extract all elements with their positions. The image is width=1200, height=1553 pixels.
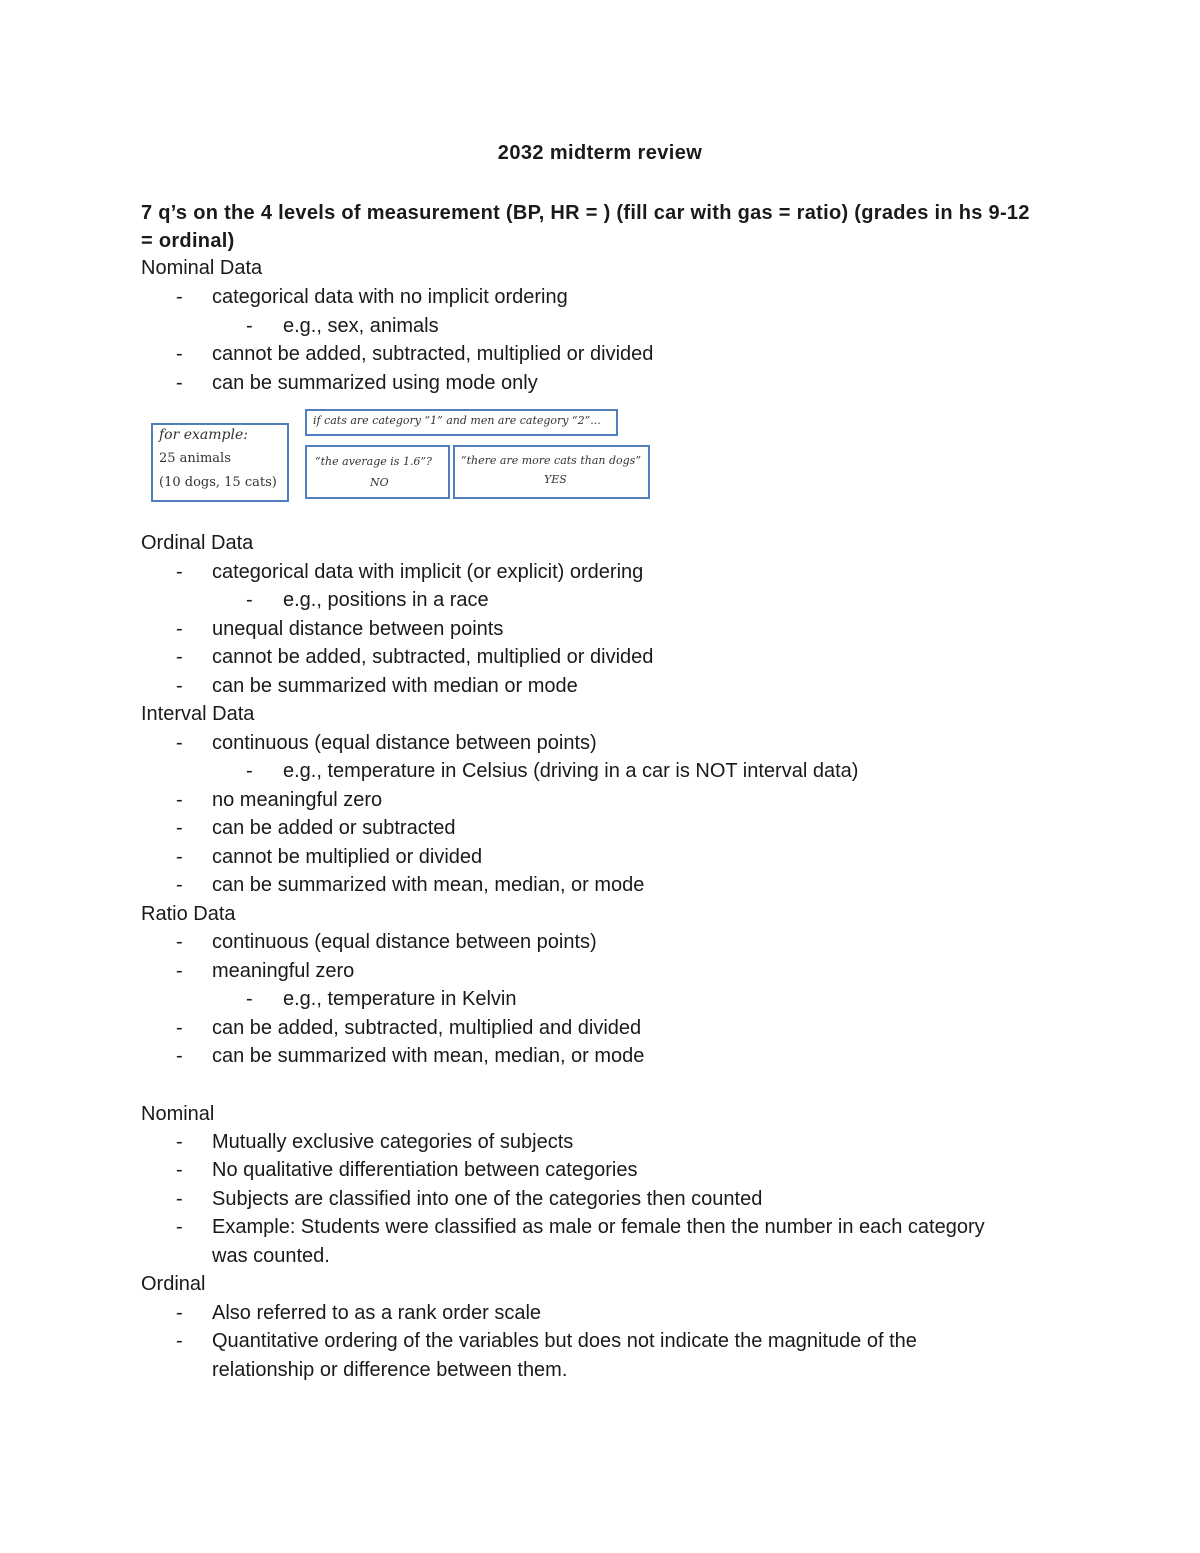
- bullet-dash: -: [176, 1216, 183, 1238]
- example-box: [151, 423, 289, 502]
- bullet-dash: -: [176, 343, 183, 365]
- sub-list-item: - e.g., temperature in Kelvin: [246, 988, 517, 1010]
- list-item: - cannot be added, subtracted, multiplied or divided: [176, 646, 654, 668]
- average-question-box: “the average is 1.6”? NO: [305, 445, 450, 499]
- list-item: - can be summarized with mean, median, or mode: [176, 1045, 645, 1067]
- bullet-dash: -: [176, 1159, 183, 1181]
- bullet-dash: -: [176, 846, 183, 868]
- example-count: 25 animals: [159, 451, 231, 466]
- list-item: - Mutually exclusive categories of subjects: [176, 1131, 574, 1153]
- section-heading: 7 q’s on the 4 levels of measurement (BP, HR = ) (fill car with gas = ratio) (grades in hs 9-12 = ordinal): [141, 202, 1030, 252]
- list-item: - No qualitative differentiation between categories: [176, 1159, 638, 1181]
- ratio-data-label: Ratio Data: [141, 903, 236, 925]
- list-item: - categorical data with no implicit ordering: [176, 286, 568, 308]
- page-title: 2032 midterm review: [497, 142, 703, 164]
- list-item: - no meaningful zero: [176, 789, 383, 811]
- bullet-dash: -: [176, 646, 183, 668]
- bullet-dash: -: [176, 1045, 183, 1067]
- list-item: - unequal distance between points: [176, 618, 504, 640]
- bullet-dash: -: [246, 988, 253, 1010]
- nominal-data-label: Nominal Data: [141, 257, 263, 279]
- bullet-dash: -: [246, 315, 253, 337]
- bullet-dash: -: [176, 960, 183, 982]
- list-item: - Also referred to as a rank order scale: [176, 1302, 542, 1324]
- list-item: - can be summarized using mode only: [176, 372, 538, 394]
- list-item: - can be added, subtracted, multiplied and divided: [176, 1017, 642, 1039]
- category-note-box: if cats are category “1” and men are category “2”...: [305, 409, 618, 436]
- bullet-dash: -: [176, 789, 183, 811]
- list-item: - meaningful zero: [176, 960, 355, 982]
- comparison-box: “there are more cats than dogs” YES: [453, 445, 650, 499]
- list-item: - cannot be multiplied or divided: [176, 846, 483, 868]
- list-item: - continuous (equal distance between points): [176, 732, 597, 754]
- answer-no: NO: [370, 476, 389, 489]
- bullet-dash: -: [246, 760, 253, 782]
- bullet-dash: -: [176, 1302, 183, 1324]
- bullet-dash: -: [176, 561, 183, 583]
- answer-yes: YES: [544, 473, 567, 486]
- bullet-dash: -: [176, 372, 183, 394]
- ordinal-data-label: Ordinal Data: [141, 532, 254, 554]
- bullet-dash: -: [246, 589, 253, 611]
- bullet-dash: -: [176, 675, 183, 697]
- list-item: - cannot be added, subtracted, multiplied or divided: [176, 343, 654, 365]
- sub-list-item: - e.g., positions in a race: [246, 589, 489, 611]
- list-item: - continuous (equal distance between points): [176, 931, 597, 953]
- sub-list-item: - e.g., temperature in Celsius (driving in a car is NOT interval data): [246, 760, 859, 782]
- bullet-dash: -: [176, 874, 183, 896]
- bullet-dash: -: [176, 1017, 183, 1039]
- bullet-dash: -: [176, 931, 183, 953]
- bullet-dash: -: [176, 1330, 183, 1352]
- example-intro: for example:: [159, 427, 248, 443]
- list-item: - Quantitative ordering of the variables but does not indicate the magnitude of the: [176, 1330, 917, 1352]
- list-item: - can be summarized with mean, median, or mode: [176, 874, 645, 896]
- bullet-dash: -: [176, 618, 183, 640]
- example-breakdown: (10 dogs, 15 cats): [159, 475, 277, 490]
- bullet-dash: -: [176, 1131, 183, 1153]
- ordinal-label: Ordinal: [141, 1273, 206, 1295]
- bullet-dash: -: [176, 817, 183, 839]
- bullet-dash: -: [176, 286, 183, 308]
- list-item: - can be added or subtracted: [176, 817, 456, 839]
- nominal-label: Nominal: [141, 1103, 215, 1125]
- list-item: - Example: Students were classified as male or female then the number in each category: [176, 1216, 985, 1238]
- list-item: - Subjects are classified into one of the categories then counted: [176, 1188, 763, 1210]
- bullet-dash: -: [176, 732, 183, 754]
- list-item: - categorical data with implicit (or explicit) ordering: [176, 561, 644, 583]
- list-item: - can be summarized with median or mode: [176, 675, 578, 697]
- sub-list-item: - e.g., sex, animals: [246, 315, 439, 337]
- document-page: 2032 midterm review 7 q’s on the 4 levels of measurement (BP, HR = ) (fill car with gas = ratio) (grades in hs 9-12 = ordinal) Nominal Data - categorical data with no implicit ordering - e.g., sex, animals - cannot be added, subtracted, multiplied or divided - can be summarized using mode only for example: 25 animals (10 dogs, 15 cats) if cats are category “1” and men are category “2”... “the average is 1.6”? NO “there are more cats than dogs” YES Ordinal Data - categorical data with implicit (or explicit) ordering - e.g., positions in a race - unequal distance between points - cannot be added, subtracted, multiplied or divided - can be summarized with median or mode Interval Data - continuous (equal distance between points) - e.g., temperature in Celsius (driving in a car is NOT interval data) - no meaningful zero - can be added or subtracted - cannot be multiplied or divided - can be summarized with mean, median, or mode Ratio Data - continuous (equal distance between points) - meaningful zero - e.g., temperature in Kelvin - can be added, subtracted, multiplied and divided - can be summarized with mean, median, or mode Nominal - Mutually exclusive categories of subjects - No qualitative differentiation between categories - Subjects are classified into one of the categories then counted - Example: Students were classified as male or female then the number in each category was counted. Ordinal - Also referred to as a rank order scale - Quantitative ordering of the variables but does not indicate the magnitude of the relationship or difference between them.: [0, 0, 1200, 1553]
- bullet-dash: -: [176, 1188, 183, 1210]
- interval-data-label: Interval Data: [141, 703, 255, 725]
